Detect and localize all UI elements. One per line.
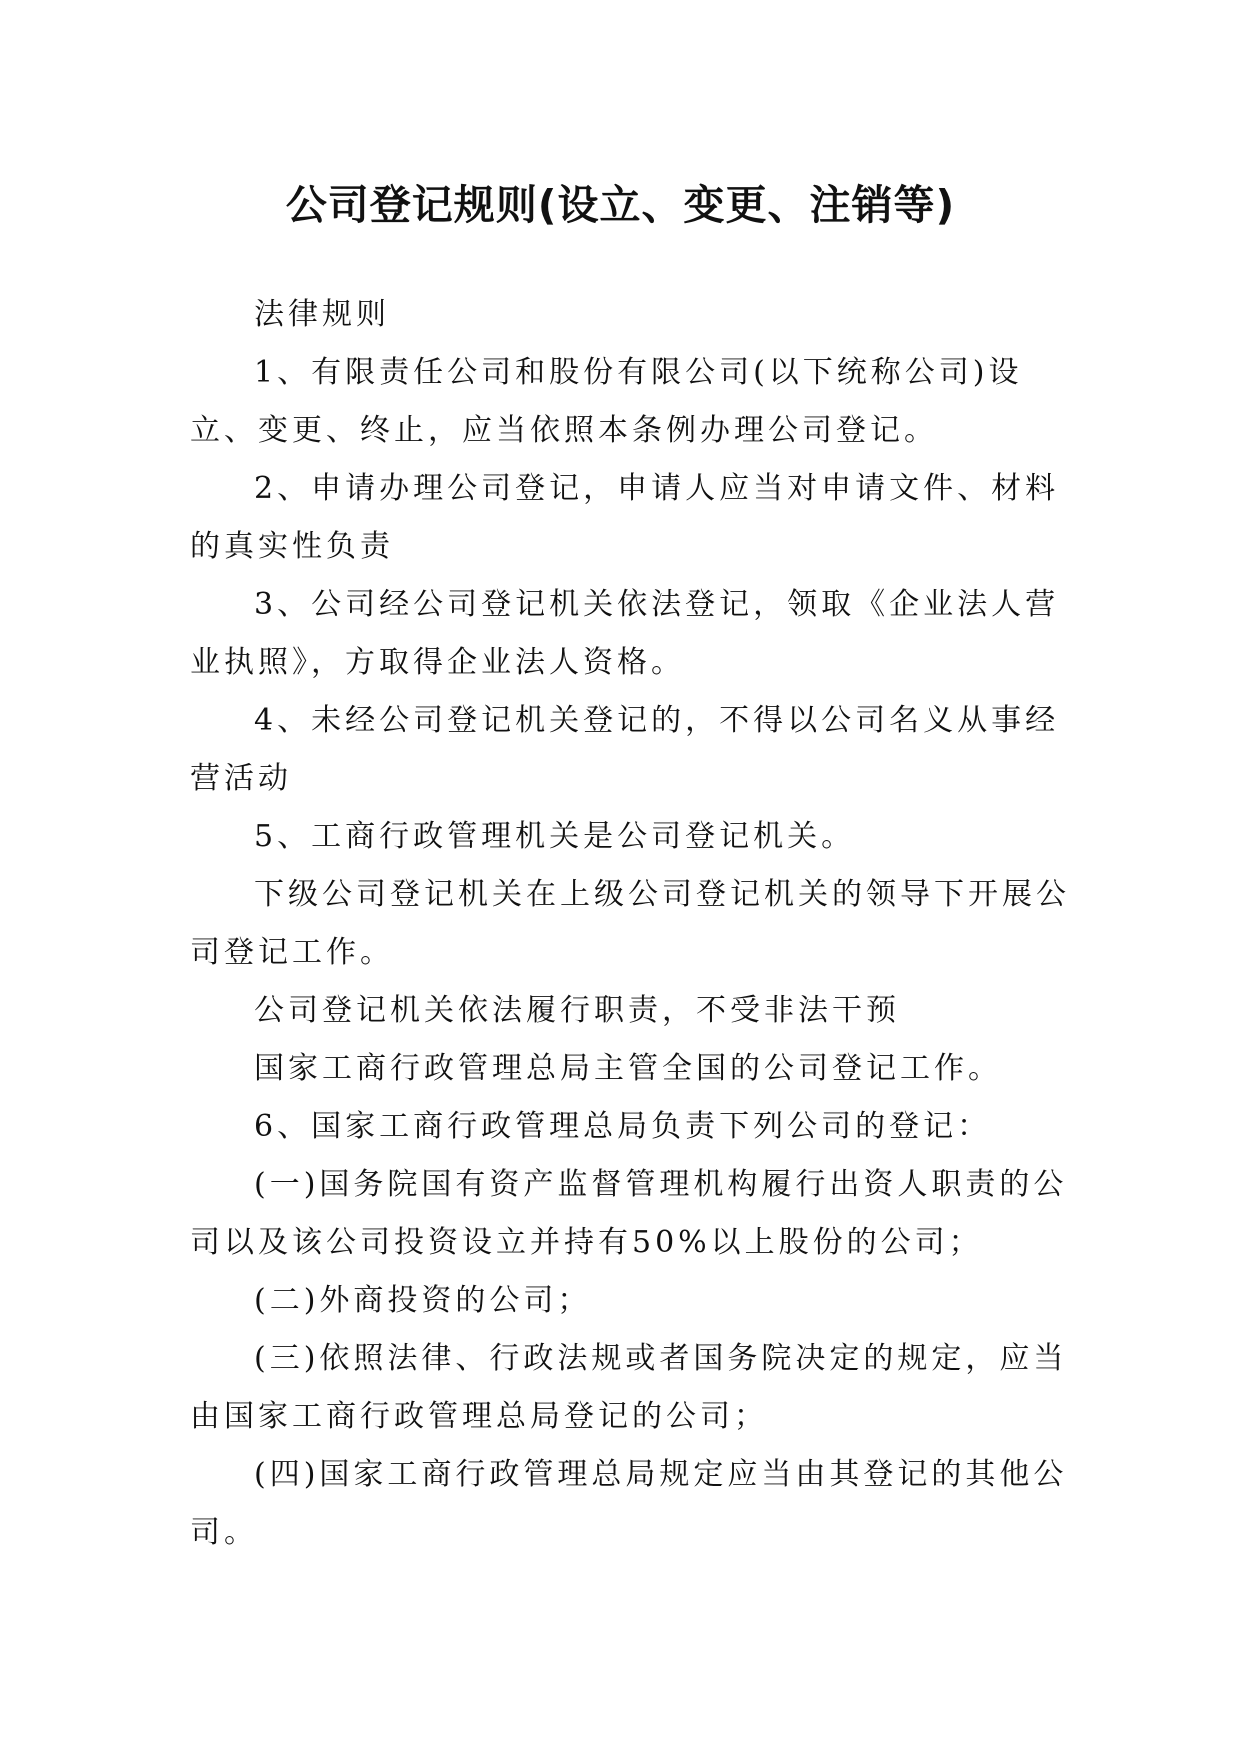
paragraph: 6、国家工商行政管理总局负责下列公司的登记： — [254, 1109, 992, 1144]
list-item: (一)国务院国有资产监督管理机构履行出资人职责的公司以及该公司投资设立并持有50%以上股份的公司； — [190, 1167, 1068, 1260]
paragraph: 3、公司经公司登记机关依法登记，领取《企业法人营业执照》，方取得企业法人资格。 — [190, 587, 1060, 680]
paragraph: 国家工商行政管理总局主管全国的公司登记工作。 — [254, 1051, 1002, 1086]
document-title: 公司登记规则(设立、变更、注销等) — [285, 181, 956, 230]
section-heading: 法律规则 — [254, 297, 390, 332]
document-body — [190, 286, 1070, 1562]
list-item: (三)依照法律、行政法规或者国务院决定的规定，应当由国家工商行政管理总局登记的公司； — [190, 1341, 1068, 1434]
list-item: (二)外商投资的公司； — [254, 1283, 592, 1318]
paragraph: 公司登记机关依法履行职责，不受非法干预 — [254, 993, 900, 1028]
paragraph: 下级公司登记机关在上级公司登记机关的领导下开展公司登记工作。 — [190, 877, 1070, 970]
paragraph: 1、有限责任公司和股份有限公司(以下统称公司)设立、变更、终止，应当依照本条例办理公司登记。 — [190, 355, 1023, 448]
paragraph: 2、申请办理公司登记，申请人应当对申请文件、材料的真实性负责 — [190, 471, 1060, 564]
paragraph: 5、工商行政管理机关是公司登记机关。 — [254, 819, 856, 854]
list-item: (四)国家工商行政管理总局规定应当由其登记的其他公司。 — [190, 1457, 1068, 1550]
paragraph: 4、未经公司登记机关登记的，不得以公司名义从事经营活动 — [190, 703, 1060, 796]
